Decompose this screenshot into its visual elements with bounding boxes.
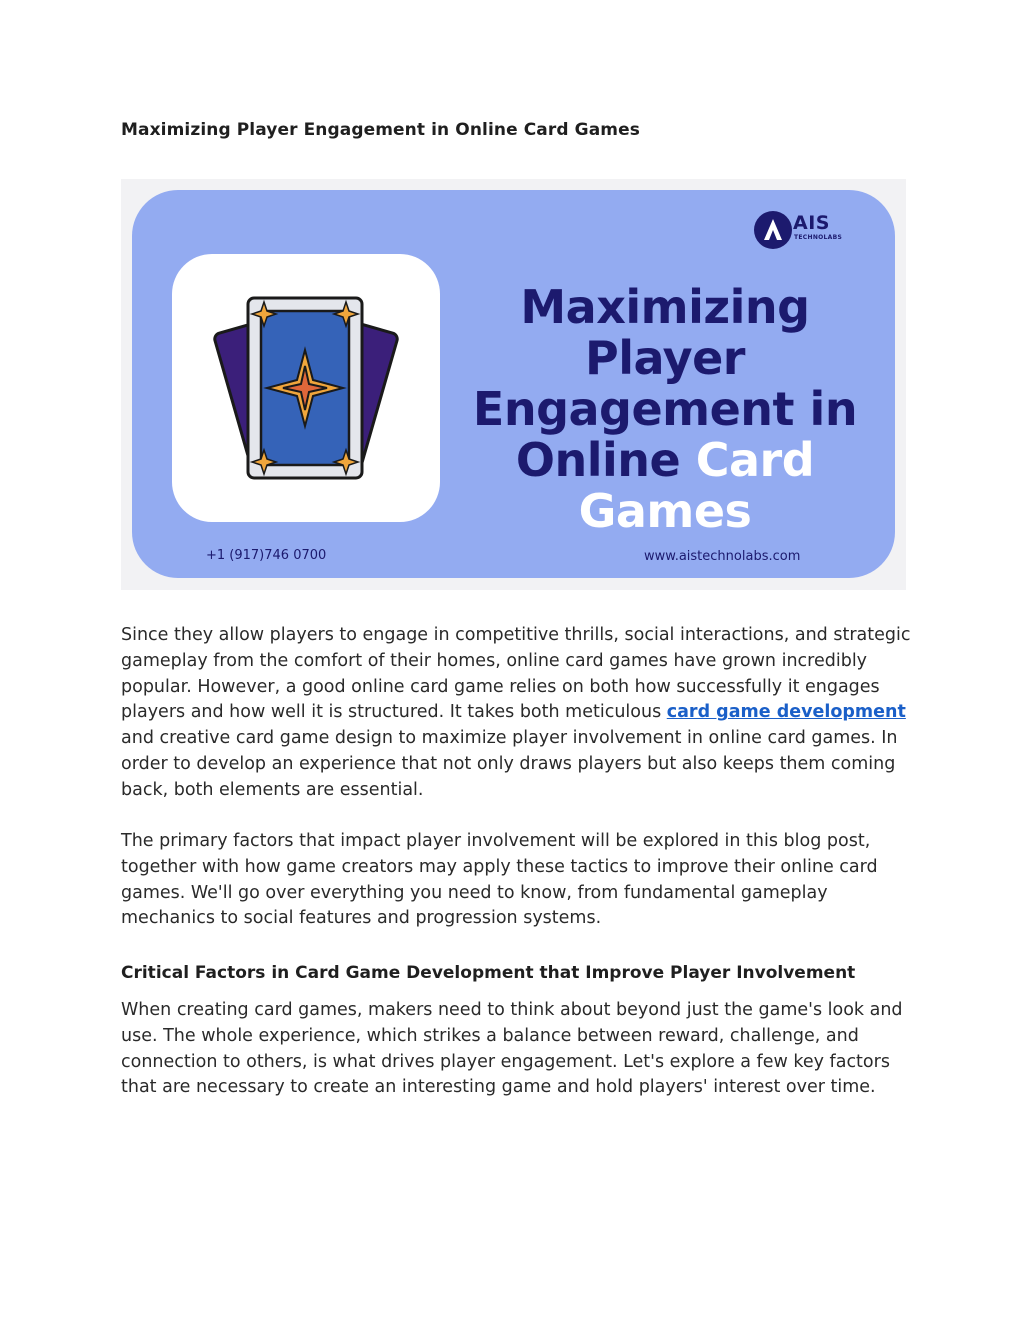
card-game-development-link[interactable]: card game development	[666, 702, 906, 723]
banner-website: www.aistechnolabs.com	[644, 549, 801, 564]
banner-image	[121, 179, 906, 590]
banner-background	[132, 190, 895, 578]
logo-text: AIS	[793, 212, 830, 234]
headline-line-4: Games	[578, 484, 752, 538]
banner-phone: +1 (917)746 0700	[206, 548, 327, 563]
section-paragraph: When creating card games, makers need to think about beyond just the game's look and use. The whole experience, which strikes a balance between reward, challenge, and connection to others, is what drives player engagement. Let's explore a few key factors that are necessary to create an interesting game and hold players' interest over time.	[121, 1000, 903, 1098]
headline-online: Online	[515, 433, 681, 487]
banner-headline	[450, 282, 880, 537]
intro-text-before-link: Since they allow players to engage in competitive thrills, social interactions, and strategic gameplay from the comfort of their homes, online card games have grown incredibly popular. However, a good online card game relies on both how successfully it engages players and how well it is structured. It takes both meticulous	[121, 625, 911, 723]
headline-line-1: Maximizing Player	[520, 280, 810, 385]
document-title: Maximizing Player Engagement in Online Card Games	[121, 120, 640, 140]
headline-line-3	[450, 435, 880, 486]
headline-card: Card	[695, 433, 815, 487]
playing-cards-icon	[172, 254, 440, 522]
headline-line-2: Engagement in	[472, 382, 858, 436]
intro-text-after-link: and creative card game design to maximize player involvement in online card games. In order to develop an experience that not only draws players but also keeps them coming back, both elements are essential.	[121, 728, 898, 800]
section-heading: Critical Factors in Card Game Development that Improve Player Involvement	[121, 963, 856, 983]
overview-paragraph: The primary factors that impact player involvement will be explored in this blog post, together with how game creators may apply these tactics to improve their online card games. We'll go over everything you need to know, from fundamental gameplay mechanics to social features and progression systems.	[121, 831, 878, 929]
intro-paragraph	[121, 623, 911, 804]
logo-subtext: TECHNOLABS	[794, 234, 843, 241]
card-icon-tile	[172, 254, 440, 522]
